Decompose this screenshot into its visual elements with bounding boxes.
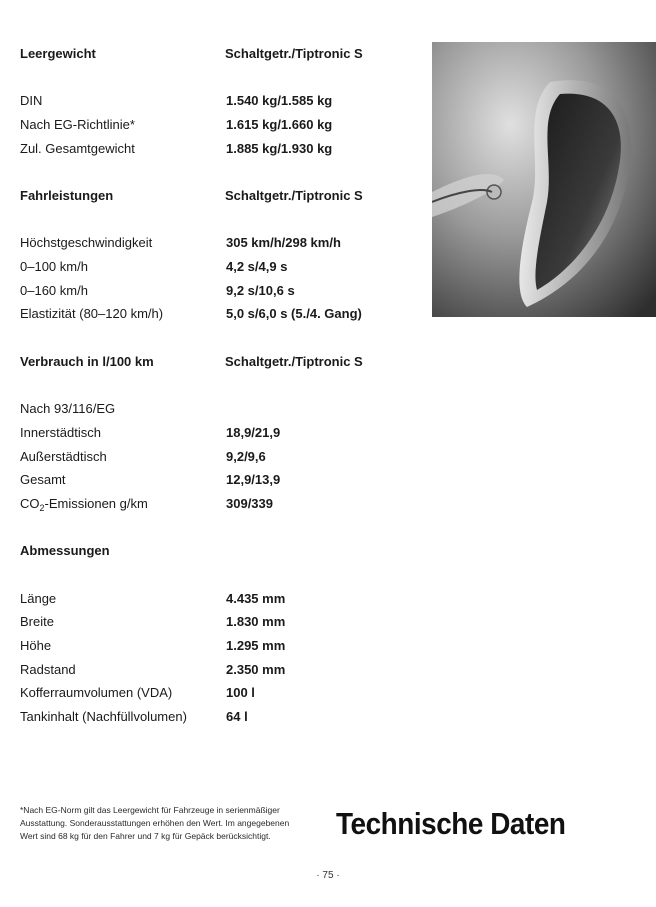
footnote-line: Wert sind 68 kg für den Fahrer und 7 kg für Gepäck berücksichtigt. (20, 831, 271, 841)
spec-label: Radstand (20, 662, 76, 677)
spec-label: 0–100 km/h (20, 259, 88, 274)
spec-label: DIN (20, 93, 43, 108)
heading-label: Verbrauch in l/100 km (20, 354, 154, 369)
spec-value: 4,2 s/4,9 s (226, 259, 288, 274)
spec-label: Elastizität (80–120 km/h) (20, 306, 164, 321)
spec-value: 1.885 kg/1.930 kg (226, 141, 333, 156)
car-air-intake-photo (432, 42, 656, 317)
page-number: · 75 · (316, 870, 340, 881)
spec-label: Innerstädtisch (20, 425, 101, 440)
spec-value: 1.540 kg/1.585 kg (226, 93, 333, 108)
spec-value: 1.295 mm (226, 638, 286, 653)
heading-column-label: Schaltgetr./Tiptronic S (225, 188, 363, 203)
footnote-line: Ausstattung. Sonderausstattungen erhöhen den Wert. Im angegebenen (20, 818, 290, 828)
spec-value: 4.435 mm (226, 591, 286, 606)
spec-value: 5,0 s/6,0 s (5./4. Gang) (226, 306, 362, 321)
spec-label: Höhe (20, 638, 52, 653)
heading-column-label: Schaltgetr./Tiptronic S (225, 354, 363, 369)
spec-label: Außerstädtisch (20, 449, 107, 464)
heading-label: Leergewicht (20, 46, 96, 61)
spec-value: 18,9/21,9 (226, 425, 281, 440)
heading-label: Fahrleistungen (20, 188, 114, 203)
spec-label: Nach EG-Richtlinie* (20, 117, 135, 132)
footnote (20, 804, 320, 843)
spec-label: Tankinhalt (Nachfüllvolumen) (20, 709, 187, 724)
spec-value: 305 km/h/298 km/h (226, 235, 341, 250)
heading-label: Abmessungen (20, 543, 110, 558)
spec-label: Kofferraumvolumen (VDA) (20, 685, 173, 700)
page-title: Technische Daten (336, 806, 566, 841)
spec-label: Höchstgeschwindigkeit (20, 235, 153, 250)
spec-label: Nach 93/116/EG (20, 401, 116, 416)
spec-value: 100 l (226, 685, 255, 700)
spec-value: 9,2 s/10,6 s (226, 283, 295, 298)
spec-value: 1.615 kg/1.660 kg (226, 117, 333, 132)
spec-label: Länge (20, 591, 57, 606)
spec-label: Gesamt (20, 472, 66, 487)
spec-value: 64 l (226, 709, 248, 724)
spec-label: 0–160 km/h (20, 283, 88, 298)
spec-label: $CO_2$-Emissionen g/km (20, 496, 148, 513)
heading-column-label: Schaltgetr./Tiptronic S (225, 46, 363, 61)
spec-label: Breite (20, 614, 54, 629)
spec-value: 12,9/13,9 (226, 472, 281, 487)
spec-value: 1.830 mm (226, 614, 286, 629)
footnote-line: *Nach EG-Norm gilt das Leergewicht für Fahrzeuge in serienmäßiger (20, 805, 280, 815)
spec-value: 9,2/9,6 (226, 449, 266, 464)
spec-label: Zul. Gesamtgewicht (20, 141, 135, 156)
spec-value: 2.350 mm (226, 662, 286, 677)
spec-value: 309/339 (226, 496, 273, 511)
